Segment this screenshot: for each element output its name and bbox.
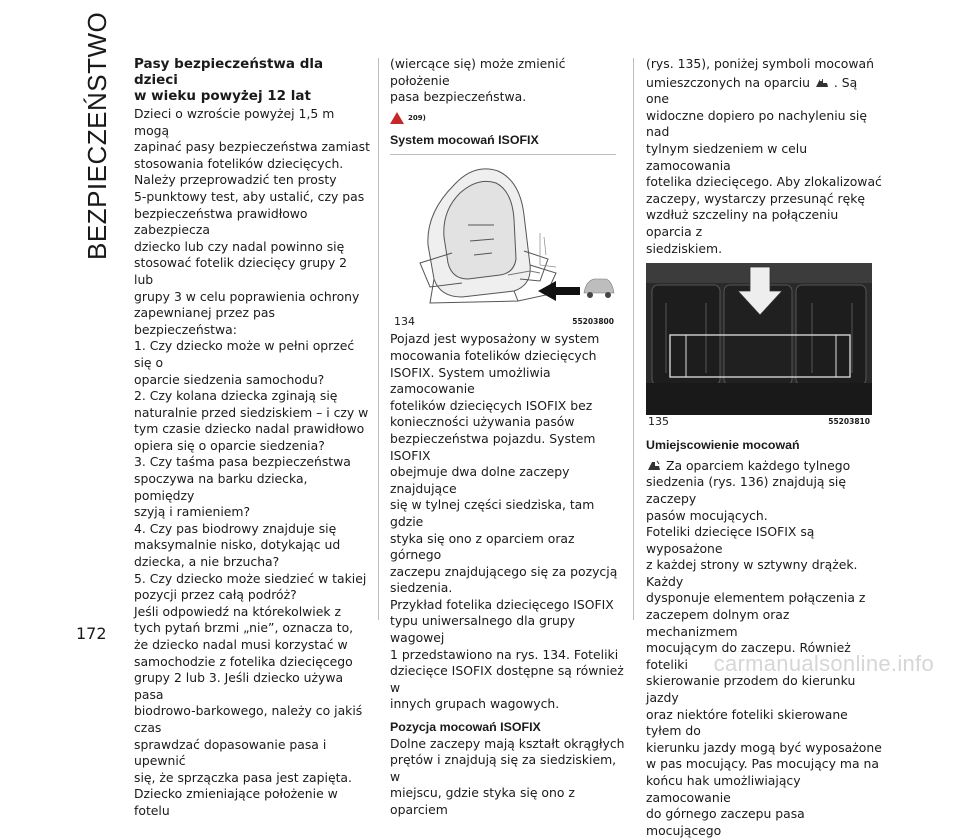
figure-code: 55203810 [828,417,870,427]
body-line: Pojazd jest wyposażony w system [390,331,600,347]
column-divider [378,58,379,620]
warning-icon [390,112,404,124]
body-line: oraz niektóre foteliki skierowane tyłem do [646,706,848,739]
body-line: opiera się o oparcie siedzenia? [134,437,325,453]
body-line: widoczne dopiero po nachyleniu się nad [646,107,867,140]
column-divider [633,58,634,620]
body-line: (wiercące się) może zmienić położenie [390,56,566,88]
section-title: BEZPIECZEŃSTWO [82,11,112,260]
heading-line: w wieku powyżej 12 lat [134,88,311,104]
body-line: Dzieci o wzroście powyżej 1,5 m mogą [134,106,335,138]
body-line: typu uniwersalnego dla grupy wagowej [390,613,576,646]
body-line: pozycji przez całą podróż? [134,587,297,603]
figure-number: 134 [394,315,415,329]
body-line: oparcie siedzenia samochodu? [134,371,325,387]
isofix-heading: System mocowań ISOFIX [390,132,539,147]
body-line: mocującym do zaczepu. Również foteliki [646,640,851,672]
column-2 [390,56,626,819]
body-line: samochodzie z fotelika dziecięcego [134,653,353,669]
watermark: carmanualsonline.info [713,651,934,676]
warning-note [390,112,626,124]
body-line: grupy 3 w celu poprawienia ochrony [134,288,360,304]
figure-code: 55203800 [572,317,614,327]
body-line: Foteliki dziecięce ISOFIX są wyposażone [646,524,815,556]
body-line: dziecka, a nie brzucha? [134,554,280,570]
body-line: wzdłuż szczeliny na połączeniu oparcia z [646,207,839,239]
body-line: 2. Czy kolana dziecka zginają się [134,388,338,404]
body-line: zaczepem dolnym oraz mechanizmem [646,607,790,639]
body-line: dziecięce ISOFIX dostępne są również w [390,663,624,695]
body-line: mocowania fotelików dziecięcych [390,347,597,363]
position-heading: Pozycja mocowań ISOFIX [390,720,541,735]
body-line: 3. Czy taśma pasa bezpieczeństwa [134,454,351,470]
body-text [390,331,626,713]
body-line: 5. Czy dziecko może siedzieć w takiej [134,570,367,586]
body-line: spoczywa na barku dziecka, pomiędzy [134,471,308,503]
figure-number: 135 [648,415,669,429]
body-line: zaczepy, wystarczy przesunąć rękę [646,190,866,206]
body-line: stosować fotelik dziecięcy grupy 2 lub [134,255,348,287]
body-line: fotelików dziecięcych ISOFIX bez [390,397,593,413]
heading-line: Pasy bezpieczeństwa dla dzieci [134,56,324,88]
body-line [646,458,882,475]
car-icon [584,279,614,298]
column-3 [646,56,882,839]
body-line: zaczepu znajdującego się za pozycją [390,563,618,579]
body-text [390,736,626,819]
body-line: zapewnianej przez pas bezpieczeństwa: [134,305,275,337]
body-line [646,75,882,108]
body-line: miejscu, gdzie styka się ono z oparciem [390,785,575,817]
body-line: się, że sprzączka pasa jest zapięta. [134,769,352,785]
figure-134 [390,154,616,331]
body-line: maksymalnie nisko, dotykając ud [134,537,341,553]
body-line: 1 przedstawiono na rys. 134. Foteliki [390,646,619,662]
body-line: dziecko lub czy nadal powinno się [134,238,345,254]
body-line: siedzenia. [390,580,453,596]
body-text [646,108,882,257]
inline-text: . Są one [646,74,858,107]
inline-text: Za oparciem każdego tylnego [665,457,851,473]
body-line: Dolne zaczepy mają kształt okrągłych [390,735,625,751]
body-line: z każdej strony w sztywny drążek. Każdy [646,557,858,589]
body-line: siedzenia (rys. 136) znajdują się zaczepy [646,474,846,506]
body-line: 1. Czy dziecko może w pełni oprzeć się o [134,338,355,370]
body-line: innych grupach wagowych. [390,696,560,712]
page-number: 172 [76,624,107,643]
body-line: tym czasie dziecko nadal prawidłowo [134,421,365,437]
body-line: styka się ono z oparciem oraz górnego [390,530,575,563]
body-line: 4. Czy pas biodrowy znajduje się [134,520,337,536]
column-1 [134,56,370,820]
body-line: zapinać pasy bezpieczeństwa zamiast [134,139,370,155]
location-heading: Umiejscowienie mocowań [646,438,800,453]
body-line: sprawdzać dopasowanie pasa i upewnić [134,736,327,769]
body-line: tych pytań brzmi „nie”, oznacza to, [134,620,354,636]
figure-135 [646,263,872,433]
tether-anchor-icon [646,460,662,472]
body-line: konieczności używania pasów [390,414,575,430]
body-line: że dziecko nadal musi korzystać w [134,637,348,652]
body-line: siedziskiem. [646,240,723,256]
body-line: pasa bezpieczeństwa. [390,89,527,105]
body-text [134,106,370,820]
body-line: prętów i znajdują się za siedziskiem, w [390,752,617,784]
section-tab [78,11,118,260]
warning-code: 209) [408,113,426,122]
body-line: fotelika dziecięcego. Aby zlokalizować [646,174,882,190]
body-line: kierunku jazdy mogą być wyposażone [646,739,882,755]
body-line: końcu hak umożliwiający zamocowanie [646,773,801,805]
body-line: Należy przeprowadzić ten prosty [134,172,337,188]
body-line: w pas mocujący. Pas mocujący ma na [646,756,879,772]
body-line: dysponuje elementem połączenia z [646,590,866,606]
body-line: do górnego zaczepu pasa mocującego [646,806,805,838]
body-line: ISOFIX. System umożliwia zamocowanie [390,364,551,397]
body-line: naturalnie przed siedziskiem – i czy w [134,404,369,420]
body-line: pasów mocujących. [646,507,768,523]
body-line: bezpieczeństwa prawidłowo zabezpiecza [134,205,308,238]
body-line: Przykład fotelika dziecięcego ISOFIX [390,596,614,612]
child-seat-illustration [390,155,616,315]
body-line: stosowania fotelików dziecięcych. [134,155,344,171]
body-line: bezpieczeństwa pojazdu. System ISOFIX [390,430,596,463]
body-line: Jeśli odpowiedź na którekolwiek z [134,603,341,619]
body-line: Dziecko zmieniające położenie w fotelu [134,786,338,818]
child-seat-anchor-icon [814,77,830,89]
inline-text: umieszczonych na oparciu [646,74,810,90]
body-line: 5-punktowy test, aby ustalić, czy pas [134,188,365,204]
body-line: grupy 2 lub 3. Jeśli dziecko używa pasa [134,670,344,702]
body-line: się w tylnej części siedziska, tam gdzie [390,497,595,529]
body-line: tylnym siedzeniem w celu zamocowania [646,140,808,173]
body-line: biodrowo-barkowego, należy co jakiś czas [134,703,363,735]
rear-seat-photo [646,263,872,415]
section-heading [134,56,370,104]
body-line: obejmuje dwa dolne zaczepy znajdujące [390,464,570,496]
body-line: szyją i ramieniem? [134,504,251,520]
body-line: (rys. 135), poniżej symboli mocowań [646,56,874,71]
body-line: skierowanie przodem do kierunku jazdy [646,673,856,706]
